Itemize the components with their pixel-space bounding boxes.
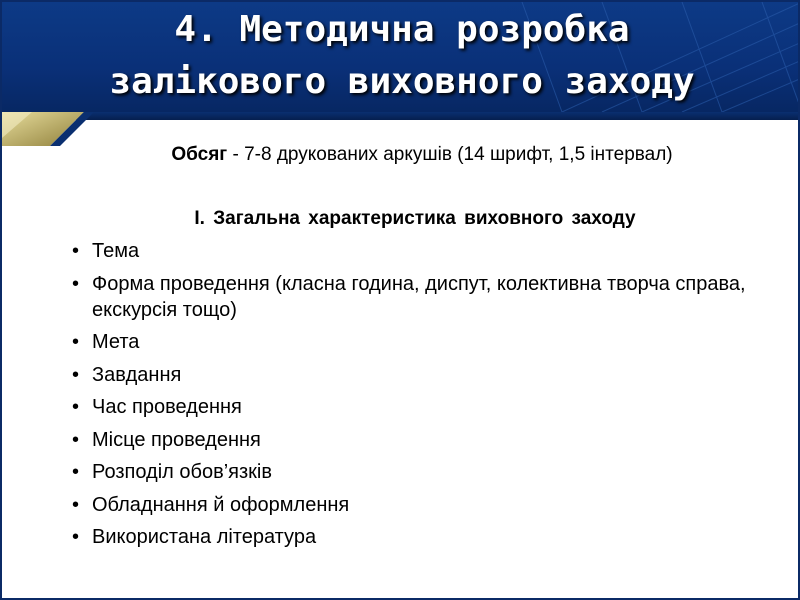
- header-bottom-strip: [2, 112, 800, 146]
- item-list: [72, 238, 752, 557]
- list-item: [72, 394, 752, 420]
- bullet-icon: •: [72, 272, 80, 295]
- bullet-icon: •: [72, 461, 80, 483]
- item-text: Обладнання й оформлення: [92, 493, 350, 516]
- bullet-icon: •: [72, 526, 80, 548]
- list-item: [72, 329, 752, 355]
- volume-label: Обсяг: [171, 144, 228, 165]
- bullet-icon: •: [72, 331, 80, 353]
- list-item: [72, 492, 752, 518]
- section-title: І. Загальна характеристика виховного заходу: [194, 208, 636, 229]
- item-text: Тема: [92, 240, 140, 262]
- bullet-icon: •: [72, 396, 80, 418]
- item-text: Місце проведення: [92, 428, 261, 451]
- item-text: Форма проведення (класна година, диспут, колективна творча справа, екскурсія тощо): [92, 272, 746, 321]
- bullet-icon: •: [72, 363, 80, 386]
- item-text: Використана література: [92, 526, 317, 548]
- list-item: [72, 271, 752, 323]
- list-item: [72, 427, 752, 453]
- list-item: [72, 238, 752, 264]
- bullet-icon: •: [72, 240, 80, 262]
- list-item: [72, 524, 752, 550]
- item-text: Завдання: [92, 363, 182, 386]
- item-text: Час проведення: [92, 396, 242, 418]
- volume-line: [2, 142, 800, 168]
- bullet-icon: •: [72, 428, 80, 451]
- bullet-icon: •: [72, 493, 80, 516]
- title-line-1: 4. Методична розробка: [174, 9, 630, 50]
- volume-text: - 7-8 друкованих аркушів (14 шрифт, 1,5 інтервал): [227, 144, 673, 165]
- slide-title: [2, 4, 800, 108]
- item-text: Розподіл обов’язків: [92, 461, 272, 483]
- list-item: [72, 459, 752, 485]
- title-line-2: залікового виховного заходу: [109, 61, 695, 102]
- slide-header: [2, 2, 800, 112]
- item-text: Мета: [92, 331, 140, 353]
- list-item: [72, 362, 752, 388]
